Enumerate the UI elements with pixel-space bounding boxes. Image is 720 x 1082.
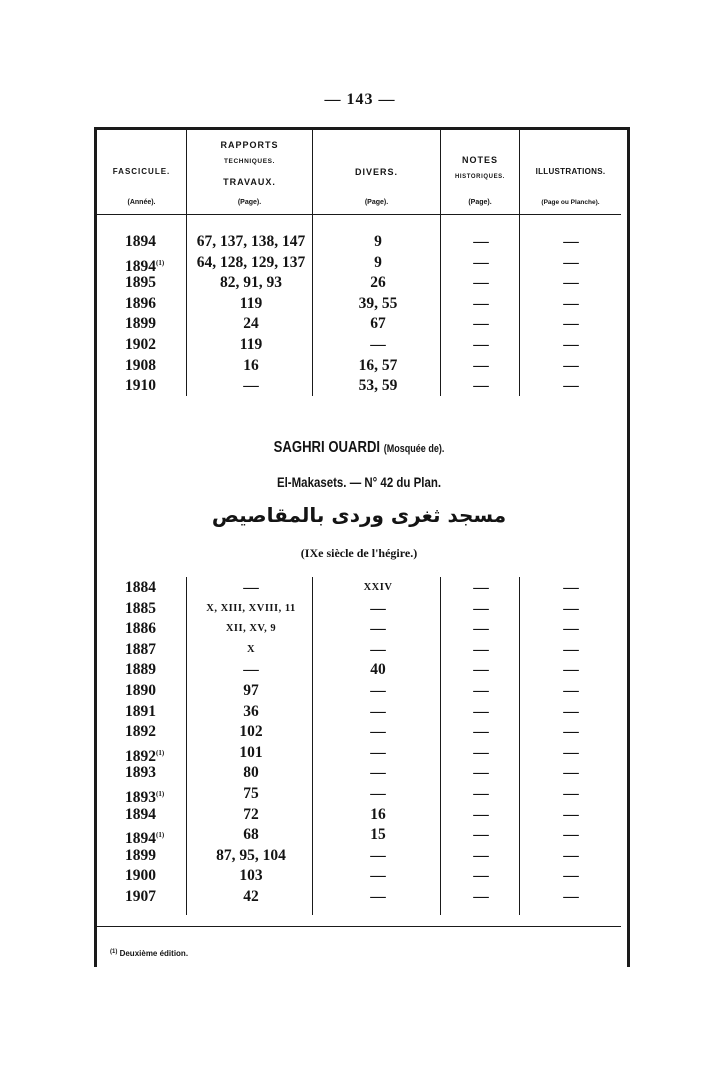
divers-cell — [315, 702, 441, 722]
rapports-cell-text: — — [243, 377, 259, 395]
year-cell-text: 1899 — [125, 846, 156, 864]
table-row — [97, 356, 621, 376]
illustrations-cell-text: — — [563, 867, 579, 885]
divers-cell-text: — — [370, 867, 386, 885]
rapports-cell-text: 80 — [243, 764, 259, 782]
divers-cell — [315, 846, 441, 866]
header-rapports-sub: (Page). — [237, 199, 262, 206]
divers-cell-text: 9 — [374, 233, 382, 250]
divers-cell-text: — — [370, 640, 386, 658]
year-cell — [107, 743, 177, 763]
year-cell — [107, 660, 177, 680]
table-row — [97, 805, 621, 825]
edition-mark: (1) — [156, 790, 165, 798]
year-cell-text: 1902 — [125, 336, 156, 353]
divers-cell — [315, 866, 441, 886]
divers-cell-text: — — [370, 620, 386, 638]
rapports-cell-text: 101 — [239, 743, 263, 761]
notes-cell-text: — — [473, 785, 489, 802]
illustrations-cell-text: — — [563, 315, 579, 333]
divers-cell — [315, 232, 441, 252]
header-rapports-line1: RAPPORTS — [220, 140, 279, 150]
year-cell-text: 1894 — [125, 257, 156, 275]
table-row — [97, 743, 621, 763]
year-cell-text: 1884 — [125, 579, 156, 596]
year-cell — [107, 722, 177, 742]
divers-cell — [315, 376, 441, 396]
notes-cell-text: — — [473, 682, 489, 699]
notes-cell — [443, 681, 519, 701]
illustrations-cell — [521, 660, 621, 680]
rapports-cell-text: XII, XV, 9 — [225, 623, 277, 635]
illustrations-cell — [521, 232, 621, 252]
rapports-cell — [189, 376, 313, 396]
divers-cell-text: — — [370, 785, 386, 802]
header-rapports — [187, 130, 312, 214]
year-cell — [107, 273, 177, 293]
divers-cell — [315, 660, 441, 680]
arabic-title: مسجد ثغرى وردى بالمقاصيص — [211, 503, 507, 527]
divers-cell-text: — — [370, 336, 386, 353]
divers-cell — [315, 743, 441, 763]
year-cell — [107, 640, 177, 660]
year-cell-text: 1900 — [125, 867, 156, 885]
illustrations-cell-text: — — [563, 336, 579, 353]
notes-cell — [443, 335, 519, 355]
divers-cell — [315, 335, 441, 355]
divers-cell — [315, 825, 441, 845]
year-cell-text: 1890 — [125, 682, 156, 699]
year-cell-text: 1899 — [125, 315, 156, 333]
notes-cell-text: — — [473, 661, 489, 679]
divers-cell-text: 26 — [370, 274, 386, 292]
illustrations-cell-text: — — [563, 743, 579, 761]
year-cell — [107, 356, 177, 376]
year-cell — [107, 825, 177, 848]
divers-cell — [315, 619, 441, 639]
header-rapports-line3: TRAVAUX. — [223, 177, 276, 187]
year-cell — [107, 805, 177, 825]
notes-cell — [443, 866, 519, 886]
notes-cell-text: — — [473, 826, 489, 844]
year-cell — [107, 866, 177, 886]
illustrations-cell — [521, 314, 621, 334]
notes-cell-text: — — [473, 233, 489, 250]
rapports-cell-text: 36 — [243, 702, 259, 720]
divers-cell — [315, 784, 441, 804]
year-cell-text: 1886 — [125, 620, 156, 638]
table-row — [97, 702, 621, 722]
notes-cell-text: — — [473, 702, 489, 720]
illustrations-cell — [521, 356, 621, 376]
table-row — [97, 640, 621, 660]
table-row — [97, 722, 621, 742]
header-divers-sub: (Page). — [364, 199, 389, 206]
notes-cell-text: — — [473, 620, 489, 638]
table-row — [97, 294, 621, 314]
footnote-text: Deuxième édition. — [119, 949, 189, 958]
year-cell — [107, 578, 177, 598]
year-cell-text: 1894 — [125, 830, 156, 848]
header-divers — [313, 130, 440, 214]
rapports-cell-text: X, XIII, XVIII, 11 — [206, 602, 296, 614]
illustrations-cell-text: — — [563, 661, 579, 679]
rapports-cell-text: 103 — [239, 867, 263, 885]
rapports-cell-text: 16 — [243, 356, 259, 374]
rapports-cell — [189, 599, 313, 619]
header-fascicule-sub: (Année). — [127, 199, 156, 206]
illustrations-cell — [521, 294, 621, 314]
table-row — [97, 887, 621, 907]
illustrations-cell — [521, 805, 621, 825]
rapports-cell — [189, 232, 313, 252]
illustrations-cell — [521, 825, 621, 845]
rapports-cell — [189, 660, 313, 680]
illustrations-cell-text: — — [563, 233, 579, 250]
year-cell-text: 1908 — [125, 356, 156, 374]
illustrations-cell-text: — — [563, 294, 579, 312]
year-cell — [107, 314, 177, 334]
table-row — [97, 578, 621, 598]
illustrations-cell — [521, 376, 621, 396]
table-bottom-rule — [97, 926, 621, 927]
divers-cell-text: 53, 59 — [358, 377, 398, 395]
notes-cell — [443, 743, 519, 763]
year-cell — [107, 294, 177, 314]
notes-cell — [443, 314, 519, 334]
table-row — [97, 314, 621, 334]
divers-cell-text: XXIV — [363, 582, 393, 593]
divers-cell — [315, 640, 441, 660]
year-cell — [107, 846, 177, 866]
notes-cell — [443, 232, 519, 252]
notes-cell-text: — — [473, 723, 489, 741]
year-cell — [107, 232, 177, 252]
illustrations-cell — [521, 253, 621, 273]
rapports-cell — [189, 681, 313, 701]
table-row — [97, 253, 621, 273]
table-row — [97, 660, 621, 680]
illustrations-cell-text: — — [563, 356, 579, 374]
notes-cell-text: — — [473, 640, 489, 658]
year-cell — [107, 784, 177, 804]
rapports-cell — [189, 722, 313, 742]
header-notes-sub: (Page). — [468, 199, 492, 206]
rapports-cell-text: 67, 137, 138, 147 — [196, 233, 306, 250]
table-row — [97, 232, 621, 252]
year-cell — [107, 702, 177, 722]
rapports-cell-text: 102 — [239, 723, 263, 741]
illustrations-cell — [521, 722, 621, 742]
divers-cell — [315, 805, 441, 825]
notes-cell-text: — — [473, 336, 489, 353]
notes-cell — [443, 599, 519, 619]
divers-cell-text: 9 — [374, 253, 382, 271]
illustrations-cell — [521, 784, 621, 804]
illustrations-cell — [521, 866, 621, 886]
rapports-cell — [189, 294, 313, 314]
illustrations-cell — [521, 619, 621, 639]
notes-cell — [443, 825, 519, 845]
rapports-cell — [189, 743, 313, 763]
notes-cell — [443, 253, 519, 273]
illustrations-cell-text: — — [563, 253, 579, 271]
year-cell-text: 1894 — [125, 805, 156, 823]
divers-cell-text: 39, 55 — [358, 294, 398, 312]
rapports-cell-text: X — [246, 643, 256, 655]
year-cell — [107, 253, 177, 273]
rapports-cell-text: 68 — [243, 826, 259, 844]
divers-cell-text: — — [370, 764, 386, 782]
illustrations-cell-text: — — [563, 274, 579, 292]
notes-cell — [443, 887, 519, 907]
rapports-cell — [189, 866, 313, 886]
divers-cell — [315, 722, 441, 742]
divers-cell — [315, 356, 441, 376]
footnote-mark: (1) — [110, 949, 118, 955]
illustrations-cell-text: — — [563, 377, 579, 395]
year-cell — [107, 619, 177, 639]
notes-cell — [443, 640, 519, 660]
notes-cell-text: — — [473, 743, 489, 761]
illustrations-cell — [521, 743, 621, 763]
illustrations-cell — [521, 640, 621, 660]
table-row — [97, 866, 621, 886]
rapports-cell — [189, 356, 313, 376]
notes-cell — [443, 273, 519, 293]
illustrations-cell — [521, 335, 621, 355]
notes-cell-text: — — [473, 888, 489, 905]
section-title — [144, 439, 574, 457]
illustrations-cell — [521, 763, 621, 783]
header-illustrations-label: ILLUSTRATIONS. — [535, 167, 606, 176]
year-cell — [107, 681, 177, 701]
header-notes-line2: HISTORIQUES. — [454, 174, 506, 180]
illustrations-cell — [521, 681, 621, 701]
table-row — [97, 376, 621, 396]
notes-cell — [443, 722, 519, 742]
rapports-cell — [189, 784, 313, 804]
illustrations-cell — [521, 599, 621, 619]
rapports-cell-text: 119 — [239, 336, 263, 353]
table-row — [97, 335, 621, 355]
year-cell-text: 1895 — [125, 274, 156, 292]
divers-cell — [315, 599, 441, 619]
rapports-cell — [189, 805, 313, 825]
illustrations-cell-text: — — [563, 599, 579, 617]
divers-cell-text: 16, 57 — [358, 356, 398, 374]
divers-cell — [315, 294, 441, 314]
notes-cell — [443, 356, 519, 376]
divers-cell-text: 40 — [370, 661, 386, 679]
rapports-cell — [189, 314, 313, 334]
header-notes — [441, 130, 519, 214]
divers-cell-text: — — [370, 743, 386, 761]
rapports-cell-text: 119 — [239, 294, 263, 312]
divers-cell — [315, 887, 441, 907]
notes-cell-text: — — [473, 846, 489, 864]
divers-cell — [315, 253, 441, 273]
header-rapports-line2: TECHNIQUES. — [223, 158, 276, 165]
rapports-cell — [189, 846, 313, 866]
edition-mark: (1) — [156, 258, 165, 267]
illustrations-cell-text: — — [563, 826, 579, 844]
header-illustrations — [520, 130, 621, 214]
divers-cell-text: — — [370, 599, 386, 617]
year-cell-text: 1892 — [125, 723, 156, 741]
rapports-cell-text: 82, 91, 93 — [220, 274, 282, 292]
rapports-cell — [189, 578, 313, 598]
notes-cell — [443, 376, 519, 396]
table-row — [97, 784, 621, 804]
rapports-cell-text: 75 — [243, 785, 259, 802]
rapports-cell — [189, 763, 313, 783]
illustrations-cell — [521, 702, 621, 722]
notes-cell — [443, 660, 519, 680]
notes-cell-text: — — [473, 356, 489, 374]
notes-cell-text: — — [473, 805, 489, 823]
rapports-cell-text: 64, 128, 129, 137 — [196, 253, 306, 271]
divers-cell-text: — — [370, 723, 386, 741]
notes-cell — [443, 619, 519, 639]
year-cell — [107, 335, 177, 355]
page-number: — 143 — — [324, 91, 396, 108]
section-title-smallcaps: (Mosquée de). — [383, 443, 445, 455]
footnote — [110, 949, 188, 958]
year-cell-text: 1910 — [125, 377, 156, 395]
divers-cell-text: 16 — [370, 805, 386, 823]
notes-cell — [443, 702, 519, 722]
divers-cell — [315, 763, 441, 783]
table-row — [97, 681, 621, 701]
notes-cell-text: — — [473, 764, 489, 782]
illustrations-cell-text: — — [563, 723, 579, 741]
rapports-cell-text: 24 — [243, 315, 259, 333]
year-cell — [107, 376, 177, 396]
header-divers-label: DIVERS. — [354, 167, 398, 177]
rapports-cell-text: 72 — [243, 805, 259, 823]
divers-cell-text: — — [370, 702, 386, 720]
illustrations-cell-text: — — [563, 702, 579, 720]
notes-cell — [443, 578, 519, 598]
divers-cell — [315, 273, 441, 293]
rapports-cell — [189, 640, 313, 660]
illustrations-cell-text: — — [563, 805, 579, 823]
year-cell-text: 1896 — [125, 294, 156, 312]
table-row — [97, 599, 621, 619]
header-fascicule — [97, 130, 186, 214]
rapports-cell — [189, 273, 313, 293]
year-cell-text: 1892 — [125, 747, 156, 765]
divers-cell-text: 15 — [370, 826, 386, 844]
edition-mark: (1) — [156, 748, 165, 757]
rapports-cell — [189, 619, 313, 639]
divers-cell — [315, 578, 441, 598]
year-cell-text: 1891 — [125, 702, 156, 720]
century-note: (IXe siècle de l'hégire.) — [300, 546, 418, 560]
header-bottom-rule — [97, 214, 621, 215]
divers-cell — [315, 681, 441, 701]
year-cell-text: 1889 — [125, 661, 156, 679]
notes-cell-text: — — [473, 315, 489, 333]
illustrations-cell — [521, 273, 621, 293]
illustrations-cell-text: — — [563, 764, 579, 782]
notes-cell-text: — — [473, 253, 489, 271]
illustrations-cell-text: — — [563, 846, 579, 864]
table-row — [97, 619, 621, 639]
table-row — [97, 825, 621, 848]
rapports-cell — [189, 253, 313, 273]
rapports-cell-text: 42 — [243, 888, 259, 905]
notes-cell — [443, 784, 519, 804]
illustrations-cell-text: — — [563, 579, 579, 596]
year-cell-text: 1907 — [125, 888, 156, 905]
divers-cell-text: — — [370, 682, 386, 699]
illustrations-cell-text: — — [563, 620, 579, 638]
notes-cell-text: — — [473, 867, 489, 885]
illustrations-cell-text: — — [563, 785, 579, 802]
year-cell-text: 1893 — [125, 789, 156, 806]
year-cell-text: 1887 — [125, 640, 156, 658]
table-row — [97, 763, 621, 783]
rapports-cell-text: — — [243, 661, 259, 679]
year-cell-text: 1885 — [125, 599, 156, 617]
notes-cell — [443, 294, 519, 314]
year-cell — [107, 887, 177, 907]
year-cell-text: 1894 — [125, 233, 156, 250]
section-title-main: SAGHRI OUARDI — [273, 439, 381, 456]
table-row — [97, 846, 621, 866]
notes-cell — [443, 763, 519, 783]
rapports-cell — [189, 825, 313, 845]
illustrations-cell — [521, 887, 621, 907]
divers-cell-text: — — [370, 888, 386, 905]
rapports-cell-text: 97 — [243, 682, 259, 699]
notes-cell — [443, 805, 519, 825]
rapports-cell — [189, 335, 313, 355]
notes-cell-text: — — [473, 294, 489, 312]
edition-mark: (1) — [156, 831, 165, 840]
illustrations-cell-text: — — [563, 888, 579, 905]
divers-cell-text: 67 — [370, 315, 386, 333]
illustrations-cell-text: — — [563, 640, 579, 658]
notes-cell — [443, 846, 519, 866]
rapports-cell-text: 87, 95, 104 — [216, 846, 286, 864]
notes-cell-text: — — [473, 599, 489, 617]
notes-cell-text: — — [473, 377, 489, 395]
illustrations-cell — [521, 846, 621, 866]
header-notes-line1: NOTES — [461, 155, 498, 165]
illustrations-cell-text: — — [563, 682, 579, 699]
year-cell-text: 1893 — [125, 764, 156, 782]
notes-cell-text: — — [473, 579, 489, 596]
section-subtitle: El-Makasets. — N° 42 du Plan. — [276, 474, 442, 490]
illustrations-cell — [521, 578, 621, 598]
notes-cell-text: — — [473, 274, 489, 292]
year-cell — [107, 599, 177, 619]
year-cell — [107, 763, 177, 783]
rapports-cell — [189, 702, 313, 722]
divers-cell — [315, 314, 441, 334]
rapports-cell — [189, 887, 313, 907]
header-illustrations-sub: (Page ou Planche). — [541, 199, 600, 206]
header-fascicule-label: FASCICULE. — [112, 167, 171, 176]
divers-cell-text: — — [370, 846, 386, 864]
rapports-cell-text: — — [243, 579, 259, 596]
table-row — [97, 273, 621, 293]
